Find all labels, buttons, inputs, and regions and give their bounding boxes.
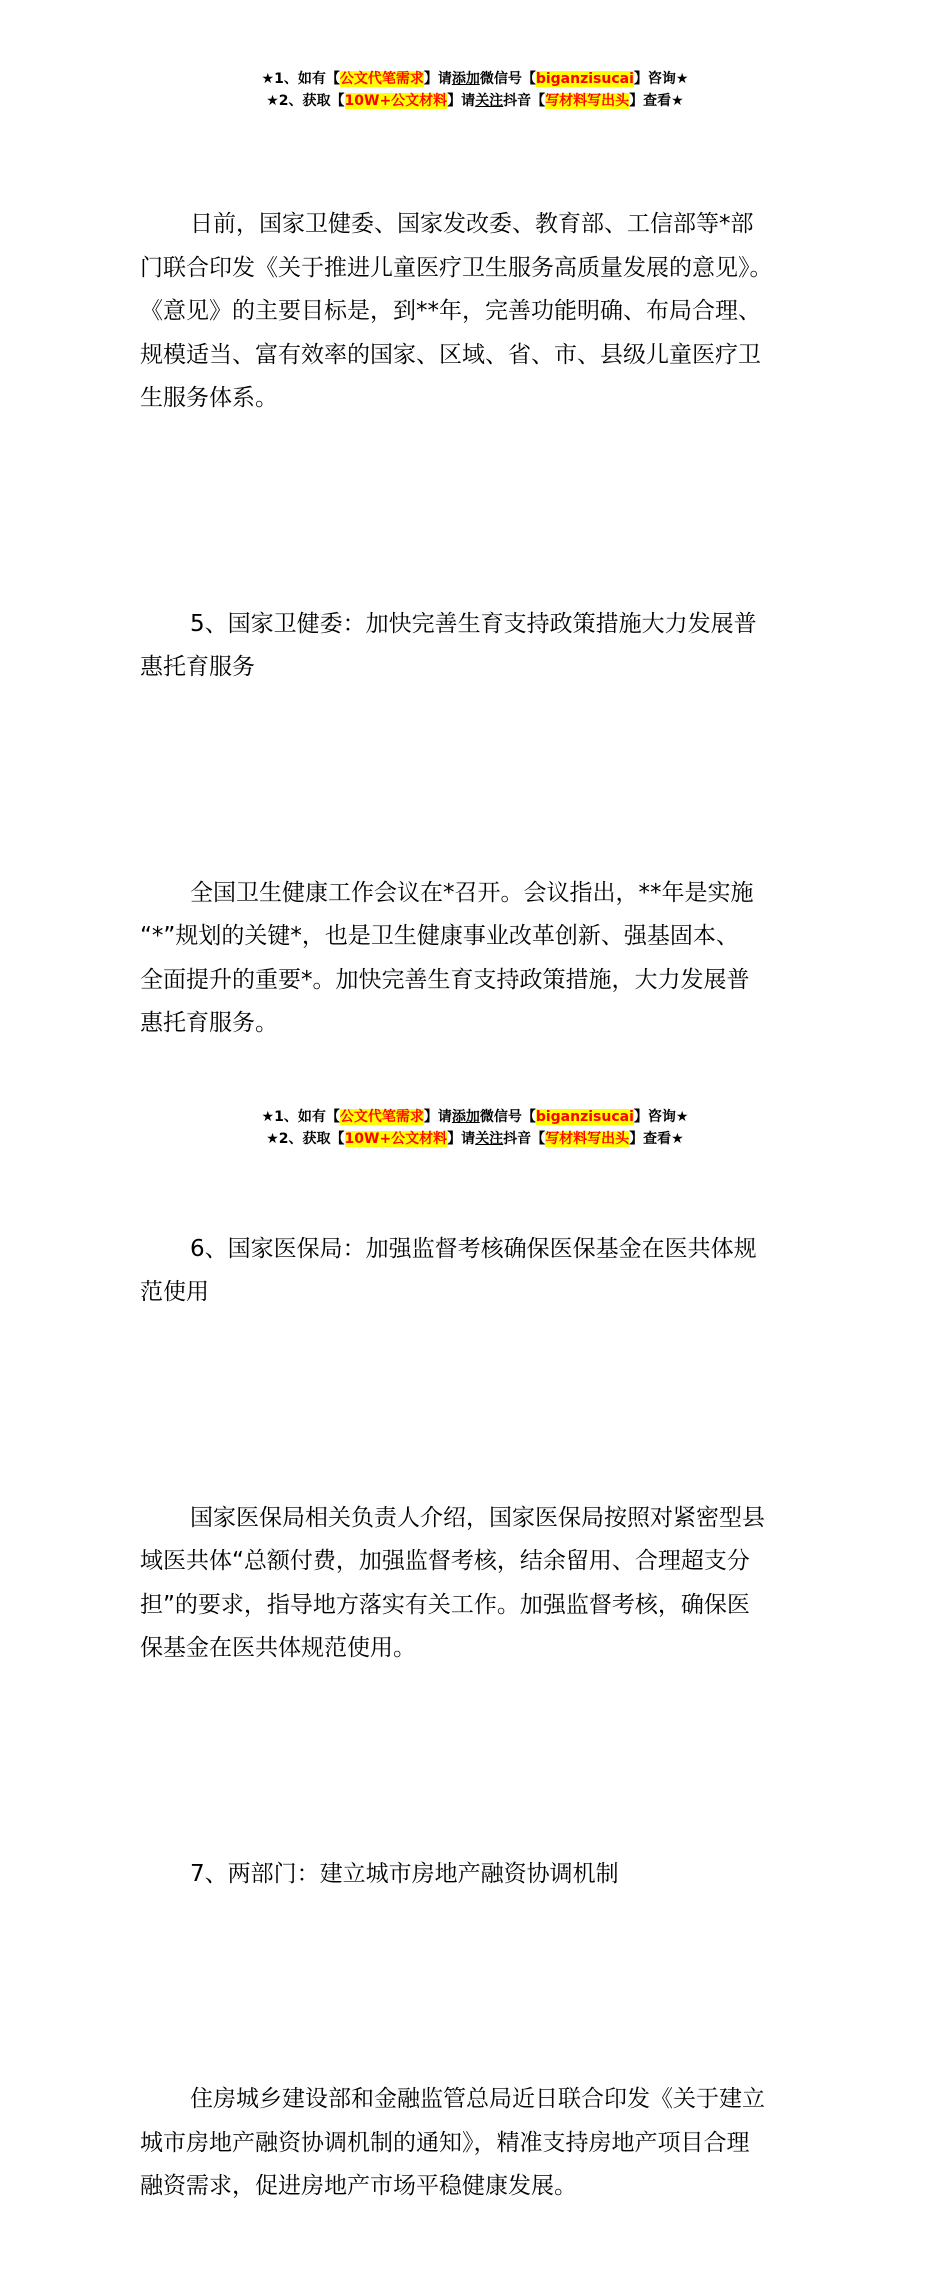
promo-line-1: ★1、如有【公文代笔需求】请添加微信号【biganzisucai】咨询★ [261,71,689,87]
document-body [140,116,820,2296]
promo-highlight-materials: 10W+公文材料 [344,93,448,109]
heading-item-6: 6、国家医保局：加强监督考核确保医保基金在医共体规 范使用 [140,1235,757,1305]
promo-highlight-douyin: 写材料写出头 [545,93,630,109]
paragraph-real-estate-financing: 住房城乡建设部和金融监管总局近日联合印发《关于建立 城市房地产融资协调机制的通知》，精准支持房地产项目合理 融资需求，促进房地产市场平稳健康发展。 [140,2086,765,2199]
promo-highlight-service: 公文代笔需求 [339,71,424,87]
promo-highlight-materials: 10W+公文材料 [344,1131,448,1147]
paragraph-medical-insurance: 国家医保局相关负责人介绍，国家医保局按照对紧密型县 域医共体“总额付费，加强监督考核，结余留用、合理超支分 担”的要求，指导地方落实有关工作。加强监督考核，确保医 保基金在医共体规范使用。 [140,1504,765,1661]
promo-highlight-service: 公文代笔需求 [339,1109,424,1125]
paragraph-children-healthcare: 日前，国家卫健委、国家发改委、教育部、工信部等*部 门联合印发《关于推进儿童医疗卫生服务高质量发展的意见》。 《意见》的主要目标是，到**年，完善功能明确、布局合理、 规模适当、富有效率的国家、区域、省、市、县级儿童医疗卫 生服务体系。 [140,211,773,411]
promo-line-1: ★1、如有【公文代笔需求】请添加微信号【biganzisucai】咨询★ [261,1109,689,1125]
heading-item-5: 5、国家卫健委：加快完善生育支持政策措施大力发展普 惠托育服务 [140,610,757,680]
footer-promo-banner [0,1106,950,1150]
promo-highlight-wechat-id: biganzisucai [535,71,634,87]
heading-item-7: 7、两部门：建立城市房地产融资协调机制 [190,1860,619,1887]
promo-highlight-wechat-id: biganzisucai [535,1109,634,1125]
promo-line-2: ★2、获取【10W+公文材料】请关注抖音【写材料写出头】查看★ [266,1131,684,1147]
header-promo-banner [0,68,950,112]
promo-highlight-douyin: 写材料写出头 [545,1131,630,1147]
promo-line-2: ★2、获取【10W+公文材料】请关注抖音【写材料写出头】查看★ [266,93,684,109]
paragraph-health-work-conference: 全国卫生健康工作会议在*召开。会议指出，**年是实施 “*”规划的关键*，也是卫生健康事业改革创新、强基固本、 全面提升的重要*。加快完善生育支持政策措施，大力发展普 惠托育服务。 [140,879,754,1036]
